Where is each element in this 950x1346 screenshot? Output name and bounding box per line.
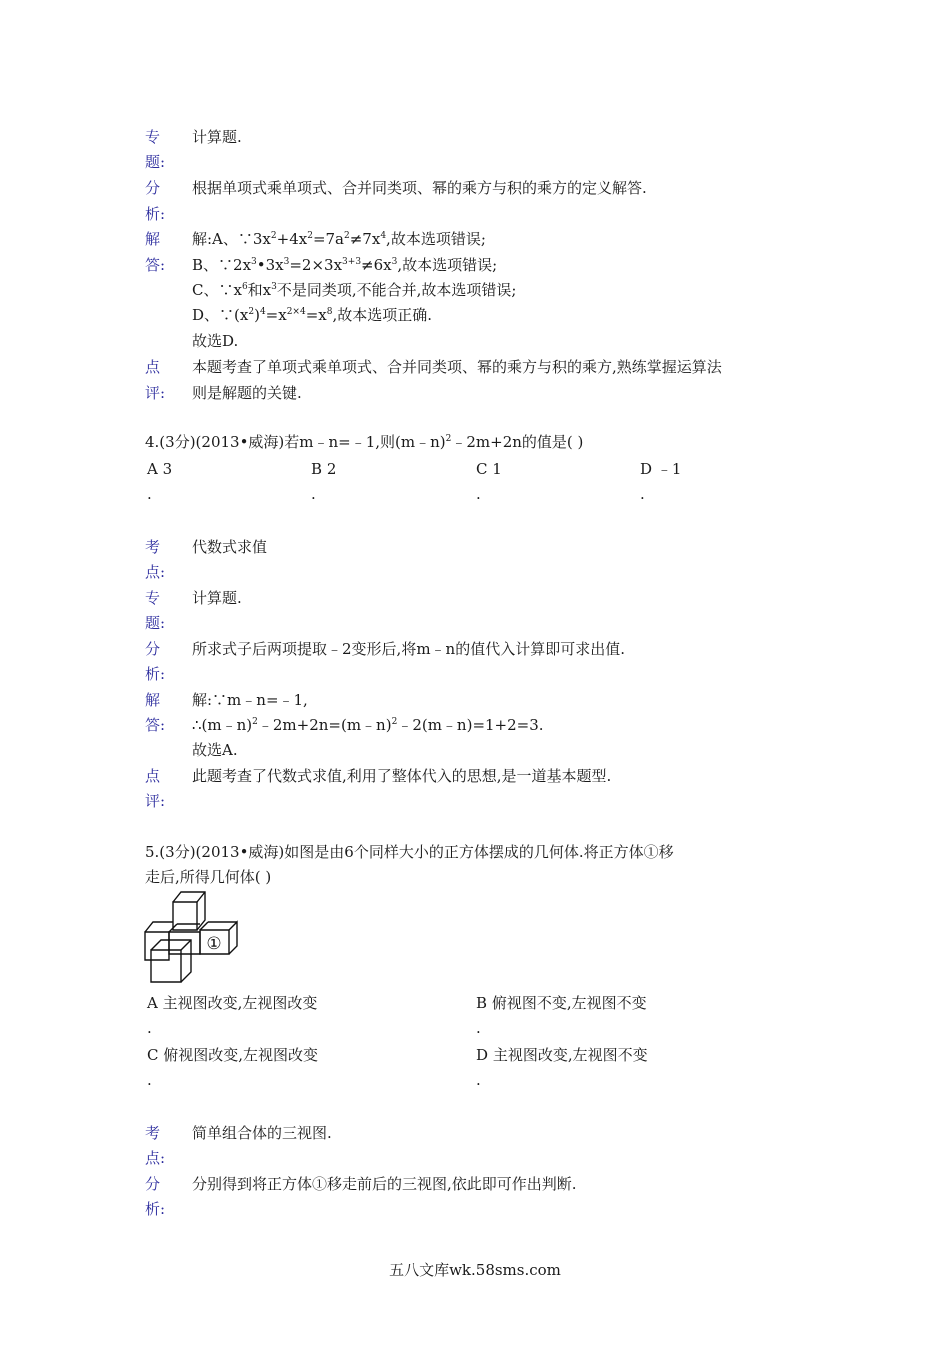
jieda-label: 解 [145,230,161,248]
option-dot: . [476,1071,481,1089]
cube-mark-label: ① [206,934,222,954]
fenxi-text: 根据单项式乘单项式、合并同类项、幂的乘方与积的乘方的定义解答. [192,179,647,197]
option-d: D ﹣1 [640,460,682,478]
option-dot: . [147,485,152,503]
solution-choice: 故选A. [192,741,238,759]
kaodian-label: 考 [145,1124,161,1142]
jieda-label: 解 [145,691,161,709]
fenxi-label: 分 [145,640,161,658]
question-4-stem: 4.(3分)(2013•威海)若m﹣n=﹣1,则(m﹣n)$^2$﹣2m+2n的值是( ) [145,433,584,451]
fenxi-label: 析: [145,205,166,223]
kaodian-text: 简单组合体的三视图. [192,1124,332,1142]
option-c: C 1 [476,460,502,478]
solution-line-1: 解:∵m﹣n=﹣1, [192,691,308,709]
zhuanti-label: 专 [145,589,161,607]
kaodian-label: 点: [145,563,166,581]
option-b: B 俯视图不变,左视图不变 [476,994,647,1012]
option-dot: . [476,485,481,503]
option-dot: . [476,1019,481,1037]
question-5-stem: 5.(3分)(2013•威海)如图是由6个同样大小的正方体摆成的几何体.将正方体①移 [145,843,674,861]
dianping-text: 本题考查了单项式乘单项式、合并同类项、幂的乘方与积的乘方,熟练掌握运算法 [192,358,722,376]
dianping-label: 评: [145,384,166,402]
zhuanti-text: 计算题. [192,128,242,146]
kaodian-text: 代数式求值 [192,538,268,556]
dianping-text: 此题考查了代数式求值,利用了整体代入的思想,是一道基本题型. [192,767,612,785]
cube-figure [143,888,243,992]
option-a: A 主视图改变,左视图改变 [147,994,318,1012]
option-dot: . [640,485,645,503]
option-dot: . [311,485,316,503]
dianping-label: 点 [145,358,161,376]
fenxi-text: 所求式子后两项提取﹣2变形后,将m﹣n的值代入计算即可求出值. [192,640,625,658]
dianping-label: 点 [145,767,161,785]
fenxi-label: 析: [145,1200,166,1218]
kaodian-label: 考 [145,538,161,556]
zhuanti-text: 计算题. [192,589,242,607]
zhuanti-label: 题: [145,153,166,171]
option-a: A 3 [147,460,173,478]
option-d: D 主视图改变,左视图不变 [476,1046,648,1064]
solution-line-c: C、$\because x^6$和$x^3$不是同类项,不能合并,故本选项错误; [192,281,517,299]
fenxi-label: 分 [145,179,161,197]
fenxi-label: 分 [145,1175,161,1193]
option-dot: . [147,1019,152,1037]
solution-line-a: 解:A、$\because 3x^2+4x^2=7a^2\ne 7x^4$,故本选项错误; [192,230,486,248]
jieda-label: 答: [145,716,166,734]
solution-line-d: D、$\because(x^2)^4=x^{2\times 4}=x^8$,故本选项正确. [192,306,433,324]
question-5-stem: 走后,所得几何体( ) [145,868,272,886]
fenxi-text: 分别得到将正方体①移走前后的三视图,依此即可作出判断. [192,1175,577,1193]
option-c: C 俯视图改变,左视图改变 [147,1046,319,1064]
jieda-label: 答: [145,256,166,274]
page-footer: 五八文库wk.58sms.com [389,1261,561,1279]
solution-line-b: B、$\because 2x^3•3x^3=2\times 3x^{3+3}\ne 6x^3$,故本选项错误; [192,256,498,274]
cube-figure-svg [143,888,243,988]
dianping-label: 评: [145,792,166,810]
zhuanti-label: 专 [145,128,161,146]
option-dot: . [147,1071,152,1089]
dianping-text: 则是解题的关键. [192,384,302,402]
zhuanti-label: 题: [145,614,166,632]
solution-line-2: ∴(m﹣n)$^2$﹣2m+2n=(m﹣n)$^2$﹣2(m﹣n)=1+2=3. [192,716,544,734]
solution-choice: 故选D. [192,332,239,350]
kaodian-label: 点: [145,1149,166,1167]
fenxi-label: 析: [145,665,166,683]
option-b: B 2 [311,460,337,478]
